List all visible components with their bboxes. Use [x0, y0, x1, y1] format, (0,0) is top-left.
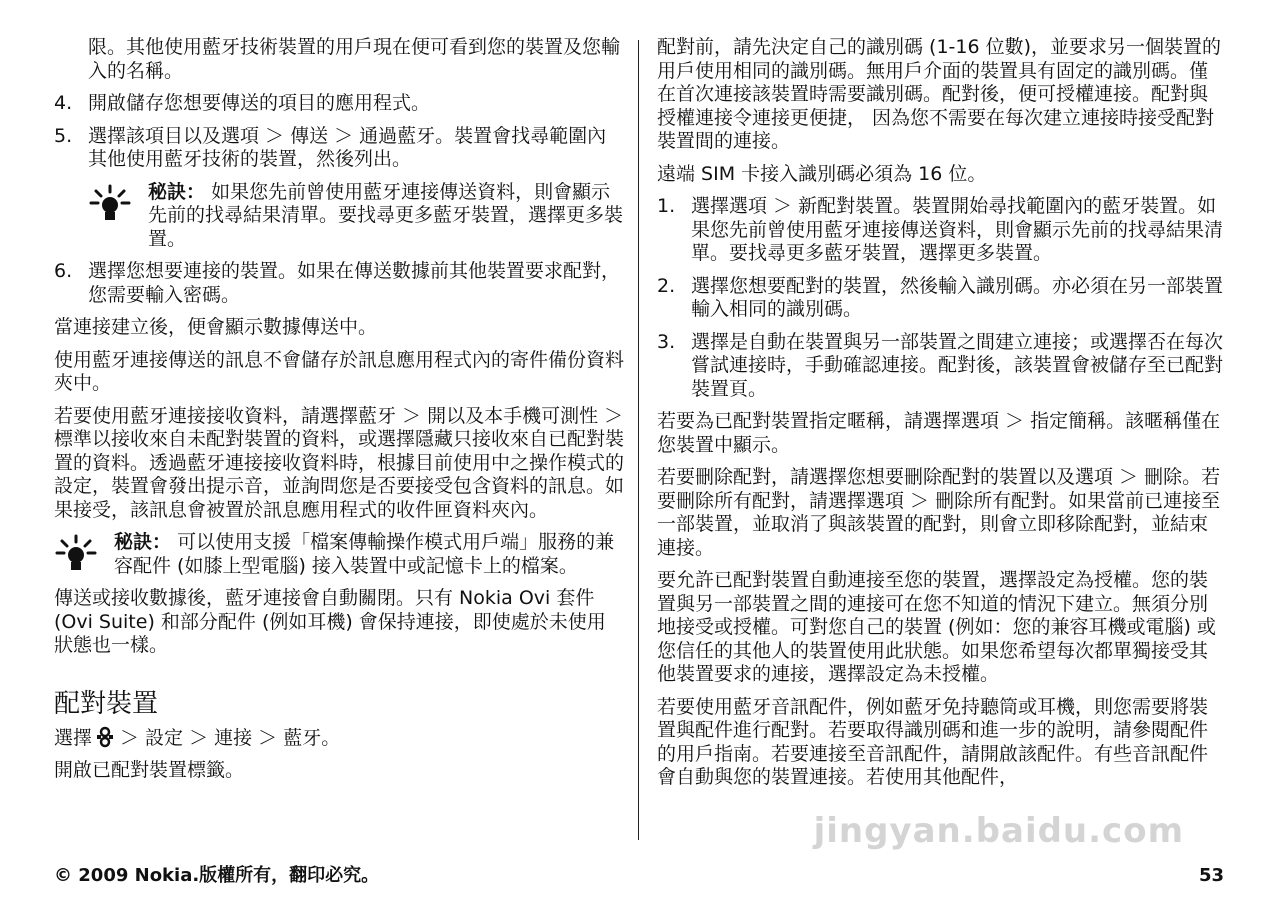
step-number: 1.	[657, 195, 676, 217]
step-4	[54, 92, 624, 116]
tip-2	[54, 531, 624, 578]
paragraph-saved: 使用藍牙連接傳送的訊息不會儲存於訊息應用程式內的寄件備份資料夾中。	[54, 348, 625, 394]
step-text: 選擇是自動在裝置與另一部裝置之間建立連接；或選擇否在每次嘗試連接時，手動確認連接。配對後，該裝置會被儲存至已配對裝置頁。	[691, 330, 1224, 400]
paragraph-delete: 若要刪除配對，請選擇您想要刪除配對的裝置以及選項 ＞ 刪除。若要刪除所有配對，請選擇選項 ＞ 刪除所有配對。如果當前已連接至一部裝置，並取消了與該裝置的配對，則會立即移除配對，並結束連接。	[657, 466, 1221, 559]
paragraph-audio: 若要使用藍牙音訊配件，例如藍牙免持聽筒或耳機，則您需要將裝置與配件進行配對。若要取得識別碼和進一步的說明，請參閱配件的用戶指南。若要連接至音訊配件，請開啟該配件。有些音訊配件會自動與您的裝置連接。若使用其他配件，	[657, 695, 1209, 788]
menu-path-prefix: 選擇	[54, 726, 93, 749]
paragraph-sim: 遠端 SIM 卡接入識別碼必須為 16 位。	[657, 162, 987, 185]
step-number: 3.	[657, 330, 676, 353]
lightbulb-tip-icon	[54, 533, 98, 573]
step-1	[657, 195, 1225, 266]
step-6	[54, 260, 624, 307]
step-number: 6.	[54, 260, 73, 282]
step-number: 4.	[54, 92, 73, 114]
menu-key-icon	[96, 726, 114, 748]
left-column	[54, 36, 624, 792]
step-5	[54, 125, 624, 172]
step-text: 開啟儲存您想要傳送的項目的應用程式。	[88, 92, 431, 114]
paragraph-top: 限。其他使用藍牙技術裝置的用戶現在便可看到您的裝置及您輸入的名稱。	[88, 36, 621, 82]
paragraph-nickname: 若要為已配對裝置指定暱稱，請選擇選項 ＞ 指定簡稱。該暱稱僅在您裝置中顯示。	[657, 410, 1221, 456]
step-text: 選擇該項目以及選項 ＞ 傳送 ＞ 通過藍牙。裝置會找尋範圍內其他使用藍牙技術的裝置，然後列出。	[88, 124, 607, 170]
tip-text: 可以使用支援「檔案傳輸操作模式用戶端」服務的兼容配件 (如膝上型電腦) 接入裝置中或記憶卡上的檔案。	[114, 531, 615, 577]
watermark: jingyan.baidu.com	[813, 811, 1184, 851]
step-3	[657, 331, 1225, 402]
step-number: 2.	[657, 274, 676, 297]
tip-text: 如果您先前曾使用藍牙連接傳送資料，則會顯示先前的找尋結果清單。要找尋更多藍牙裝置，選擇更多裝置。	[148, 180, 624, 250]
column-divider	[638, 40, 639, 840]
menu-path-rest: ＞ 設定 ＞ 連接 ＞ 藍牙。	[120, 726, 341, 749]
step-text: 選擇選項 ＞ 新配對裝置。裝置開始尋找範圍內的藍牙裝置。如果您先前曾使用藍牙連接傳送資料，則會顯示先前的找尋結果清單。要找尋更多藍牙裝置，選擇更多裝置。	[691, 195, 1224, 264]
lightbulb-tip-icon	[88, 183, 132, 223]
paragraph-close: 傳送或接收數據後，藍牙連接會自動關閉。只有 Nokia Ovi 套件 (Ovi Suite) 和部分配件 (例如耳機) 會保持連接，即使處於未使用狀態也一樣。	[54, 587, 606, 656]
tip-label: 秘訣：	[148, 180, 206, 203]
tip-1	[54, 181, 624, 252]
menu-path	[54, 726, 624, 751]
step-text: 選擇您想要配對的裝置，然後輸入識別碼。亦必須在另一部裝置輸入相同的識別碼。	[691, 274, 1224, 320]
paragraph-connected: 當連接建立後，便會顯示數據傳送中。	[54, 316, 378, 338]
paragraph-pairing: 配對前，請先決定自己的識別碼 (1-16 位數)，並要求另一個裝置的用戶使用相同的識別碼。無用戶介面的裝置具有固定的識別碼。僅在首次連接該裝置時需要識別碼。配對後，便可授權連接。配對與授權連接令連接更便捷， 因為您不需要在每次建立連接時接受配對裝置間的連接。	[657, 36, 1222, 152]
paragraph-open-tab: 開啟已配對裝置標籤。	[54, 759, 245, 781]
step-2	[657, 275, 1225, 322]
section-heading: 配對裝置	[54, 688, 159, 719]
page-number: 53	[1198, 865, 1224, 886]
paragraph-authorize: 要允許已配對裝置自動連接至您的裝置，選擇設定為授權。您的裝置與另一部裝置之間的連接可在您不知道的情況下建立。無須分別地接受或授權。可對您自己的裝置 (例如：您的兼容耳機或電腦) 或您信任的其他人的裝置使用此狀態。如果您希望每次都單獨接受其他裝置要求的連接，選擇設定為未授權。	[657, 569, 1216, 685]
footer	[54, 864, 1224, 888]
step-text: 選擇您想要連接的裝置。如果在傳送數據前其他裝置要求配對，您需要輸入密碼。	[88, 260, 621, 306]
paragraph-receive: 若要使用藍牙連接接收資料，請選擇藍牙 ＞ 開以及本手機可測性 ＞ 標準以接收來自未配對裝置的資料，或選擇隱藏只接收來自已配對裝置的資料。透過藍牙連接接收資料時，根據目前使用中之操作模式的設定，裝置會發出提示音，並詢問您是否要接受包含資料的訊息。如果接受，該訊息會被置於訊息應用程式的收件匣資料夾內。	[54, 404, 625, 521]
copyright: © 2009 Nokia.版權所有，翻印必究。	[54, 865, 380, 886]
step-number: 5.	[54, 124, 73, 147]
right-column	[657, 36, 1225, 799]
tip-label: 秘訣：	[114, 531, 172, 553]
